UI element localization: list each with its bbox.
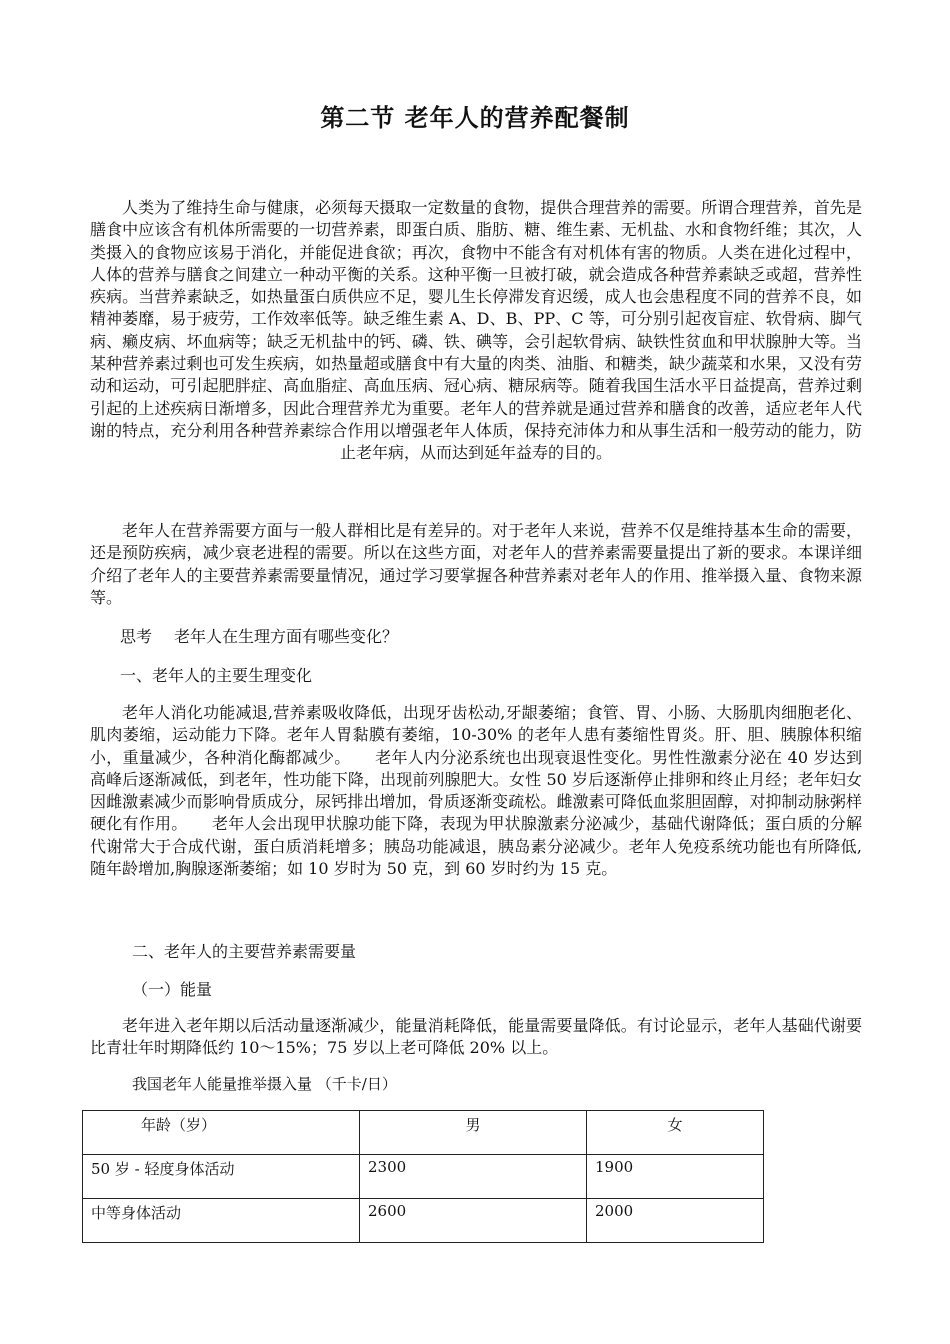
table-header-row: [83, 1111, 764, 1155]
table-cell: 中等身体活动: [83, 1199, 360, 1243]
intro-paragraph: 人类为了维持生命与健康，必须每天摄取一定数量的食物，提供合理营养的需要。所谓合理营养，首先是膳食中应该含有机体所需要的一切营养素，即蛋白质、脂肪、糖、维生素、无机盐、水和食物纤维；其次，人类摄入的食物应该易于消化，并能促进食欲；再次，食物中不能含有对机体有害的物质。人类在进化过程中，人体的营养与膳食之间建立一种动平衡的关系。这种平衡一旦被打破，就会造成各种营养素缺乏或超，营养性疾病。当营养素缺乏，如热量蛋白质供应不足，婴儿生长停滞发育迟缓，成人也会患程度不同的营养不良，如精神萎靡，易于疲劳，工作效率低等。缺乏维生素 A、D、B、PP、C 等，可分别引起夜盲症、软骨病、脚气病、癞皮病、坏血病等；缺乏无机盐中的钙、磷、铁、碘等，会引起软骨病、缺铁性贫血和甲状腺肿大等。当某种营养素过剩也可发生疾病，如热量超或膳食中有大量的肉类、油脂、和糖类，缺少蔬菜和水果，又没有劳动和运动，可引起肥胖症、高血脂症、高血压病、冠心病、糖尿病等。随着我国生活水平日益提高，营养过剩引起的上述疾病日渐增多，因此合理营养尤为重要。老年人的营养就是通过营养和膳食的改善，适应老年人代谢的特点，充分利用各种营养素综合作用以增强老年人体质，保持充沛体力和从事生活和一般劳动的能力，防止老年病，从而达到延年益寿的目的。: [90, 198, 862, 463]
think-prompt: [120, 624, 398, 647]
physiology-paragraph: 老年人消化功能减退,营养素吸收降低，出现牙齿松动,牙龈萎缩；食管、胃、小肠、大肠肌肉细胞老化、肌肉萎缩，运动能力下降。老年人胃黏膜有萎缩，10-30% 的老年人患有萎缩性胃炎。肝、胆、胰腺体积缩小，重量减少，各种消化酶都减少。 老年人内分泌系统也出现衰退性变化。男性性激素分泌在 40 岁达到高峰后逐渐减低，到老年，性功能下降，出现前列腺肥大。女性 50 岁后逐渐停止排卵和终止月经；老年妇女因雌激素减少而影响骨质成分，尿钙排出增加，骨质逐渐变疏松。雌激素可降低血浆胆固醇，对抑制动脉粥样硬化有作用。 老年人会出现甲状腺功能下降，表现为甲状腺激素分泌减少，基础代谢降低；蛋白质的分解代谢常大于合成代谢，蛋白质消耗增多；胰岛功能减退，胰岛素分泌减少。老年人免疫系统功能也有所降低,随年龄增加,胸腺逐渐萎缩；如 10 岁时为 50 克，到 60 岁时约为 15 克。: [90, 703, 862, 879]
section-title: 第二节 老年人的营养配餐制: [320, 103, 630, 132]
table-caption: 我国老年人能量推举摄入量 （千卡/日）: [132, 1075, 397, 1093]
energy-intake-table: [82, 1110, 764, 1243]
header-age: 年龄（岁）: [83, 1111, 360, 1155]
needs-paragraph: 老年人在营养需要方面与一般人群相比是有差异的。对于老年人来说，营养不仅是维持基本生命的需要，还是预防疾病，减少衰老进程的需要。所以在这些方面，对老年人的营养素需要量提出了新的要求。本课详细介绍了老年人的主要营养素需要量情况，通过学习要掌握各种营养素对老年人的作用、推举摄入量、食物来源等。: [90, 521, 862, 607]
table-row: [83, 1155, 764, 1199]
think-question: 老年人在生理方面有哪些变化？: [174, 627, 399, 646]
heading-nutrients: 二、老年人的主要营养素需要量: [132, 942, 357, 961]
table-cell: 2300: [360, 1155, 587, 1199]
table-row: [83, 1199, 764, 1243]
header-female: 女: [587, 1111, 764, 1155]
table-cell: 50 岁 - 轻度身体活动: [83, 1155, 360, 1199]
table-cell: 1900: [587, 1155, 764, 1199]
think-label: 思考: [120, 627, 153, 646]
energy-paragraph: 老年进入老年期以后活动量逐渐减少，能量消耗降低，能量需要量降低。有讨论显示，老年人基础代谢要比青壮年时期降低约 10～15%；75 岁以上老可降低 20% 以上。: [90, 1016, 862, 1058]
table-cell: 2600: [360, 1199, 587, 1243]
heading-energy: （一）能量: [132, 980, 213, 999]
header-male: 男: [360, 1111, 587, 1155]
table-cell: 2000: [587, 1199, 764, 1243]
heading-physiology: 一、老年人的主要生理变化: [120, 666, 313, 685]
